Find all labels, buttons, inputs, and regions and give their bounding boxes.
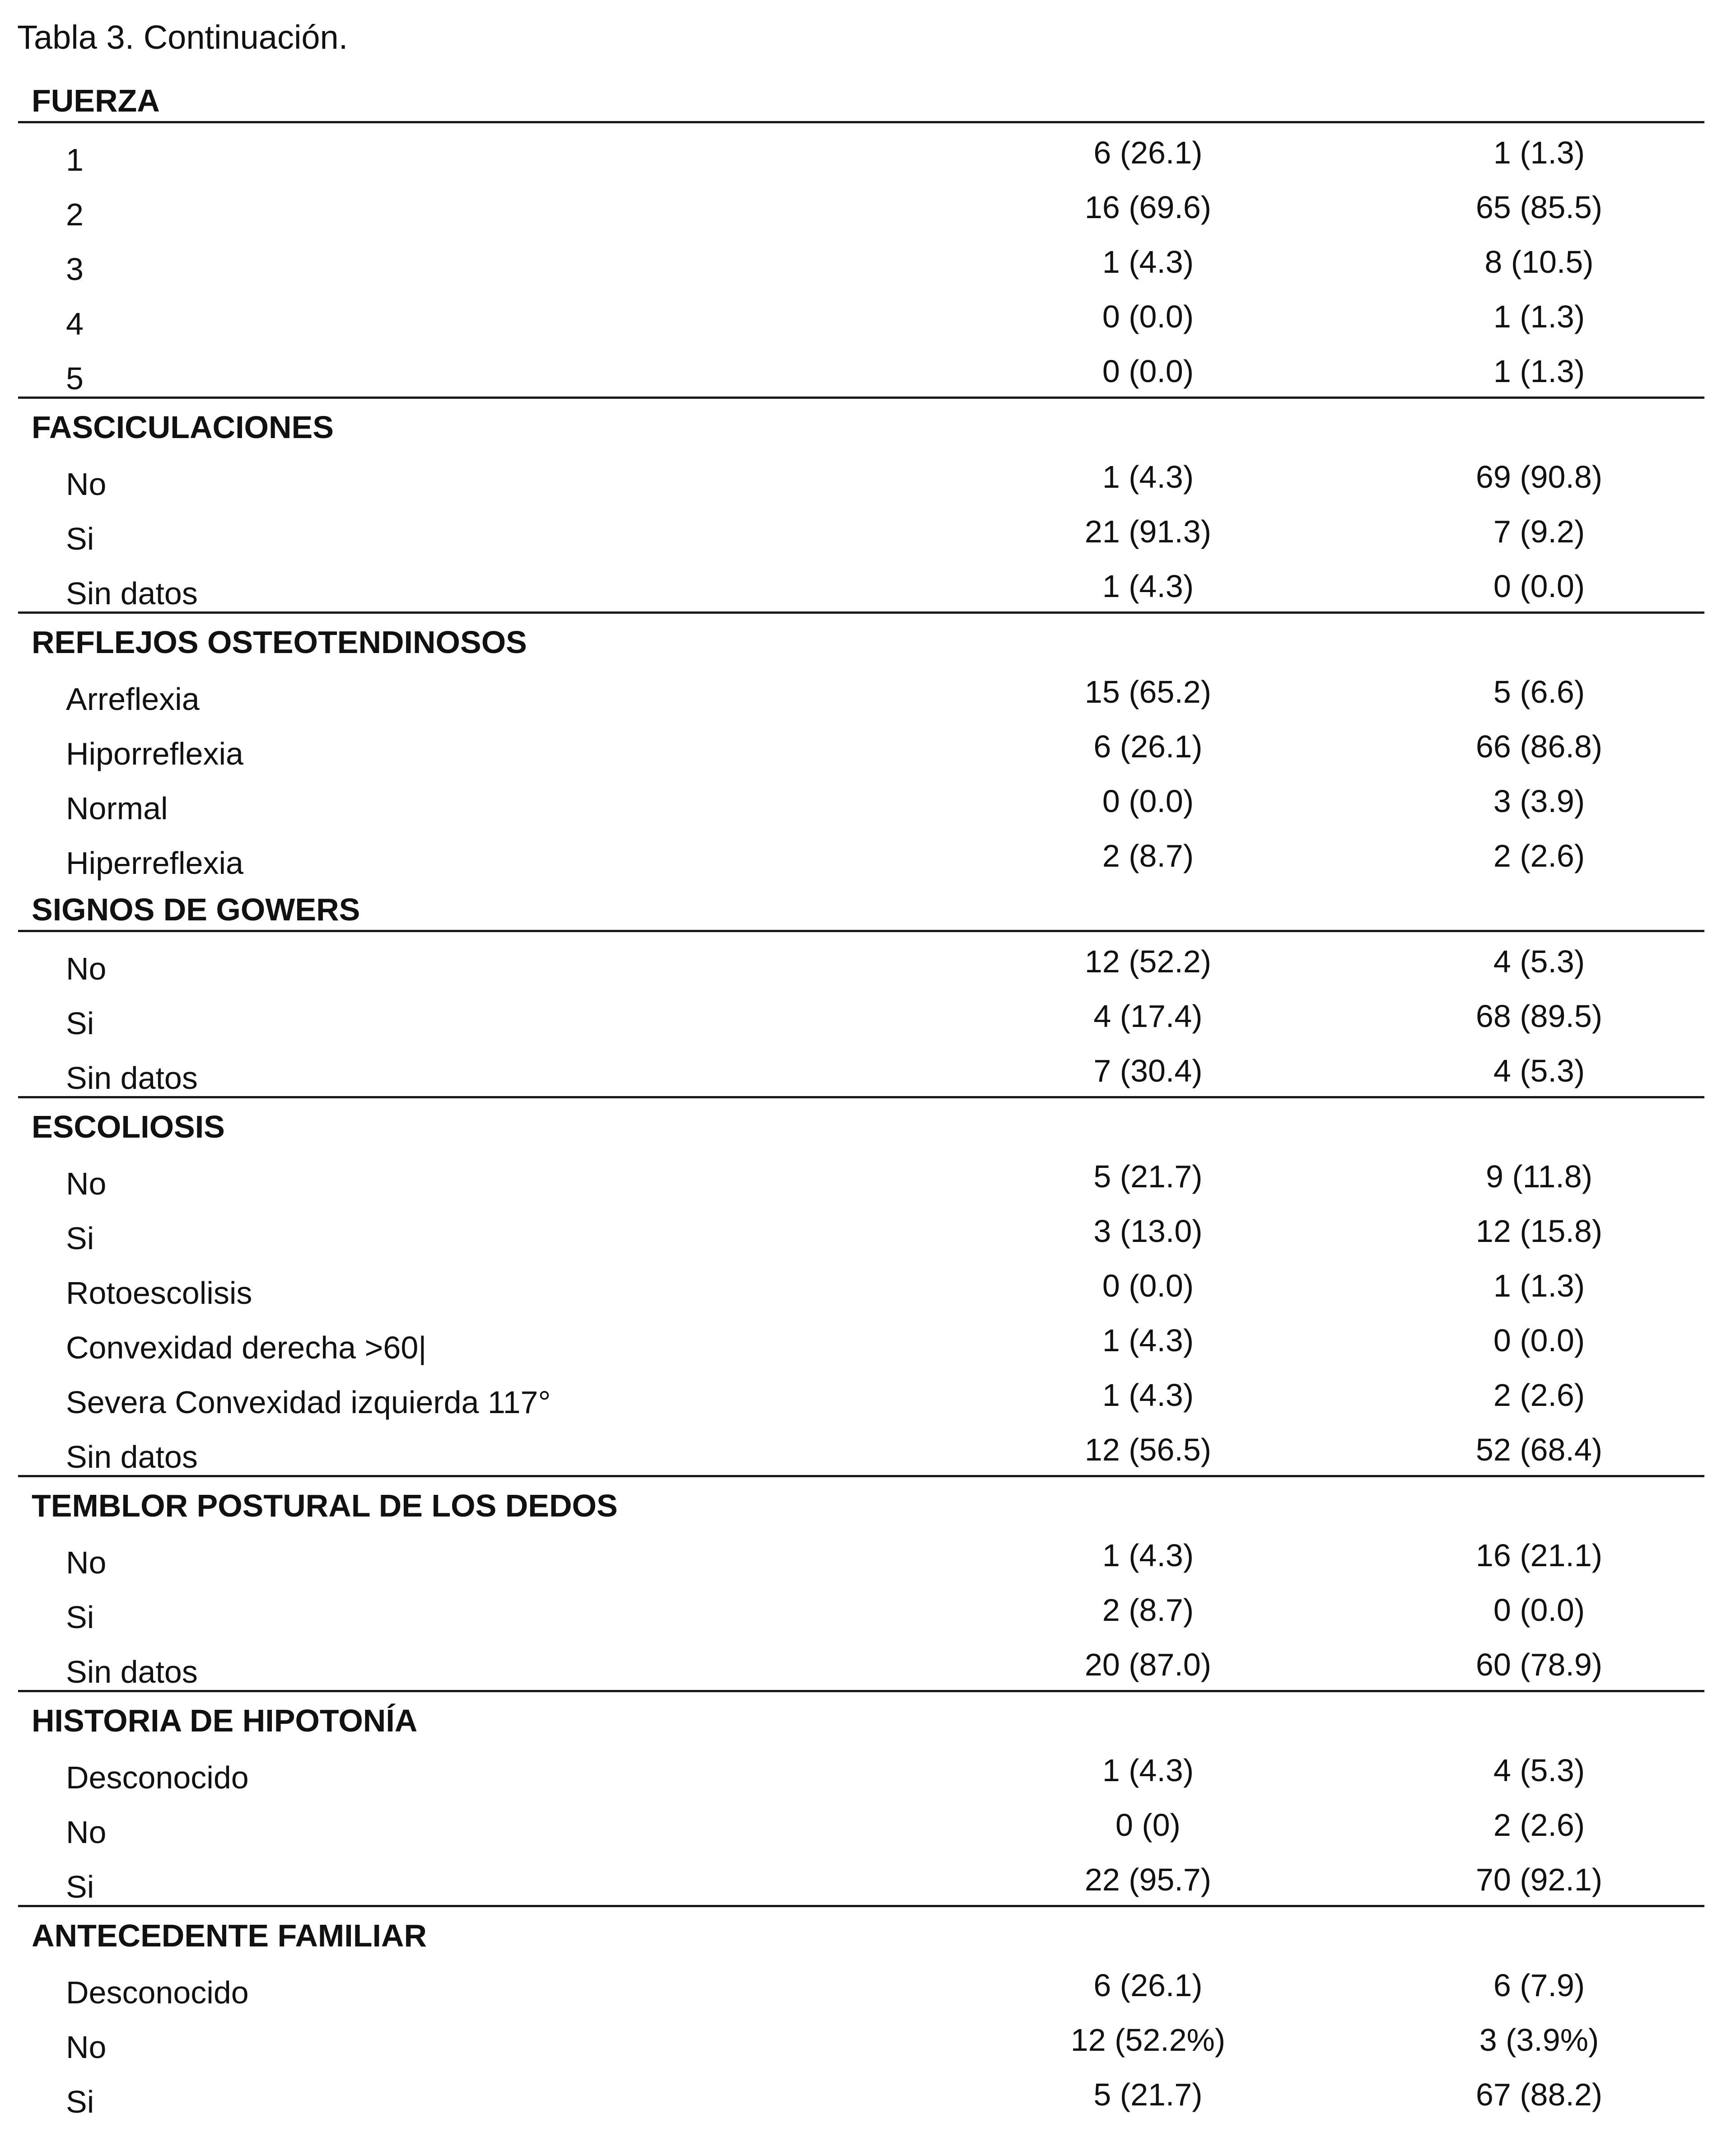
table-row — [18, 987, 1704, 1041]
row-label: Sin datos — [66, 1060, 198, 1096]
section-fasciculaciones — [18, 399, 1704, 614]
row-value-col1: 2 (8.7) — [1102, 838, 1194, 873]
section-title: REFLEJOS OSTEOTENDINOSOS — [32, 625, 527, 660]
row-value-col1: 21 (91.3) — [1084, 514, 1212, 549]
section-title: SIGNOS DE GOWERS — [32, 892, 360, 927]
section-reflejos — [18, 614, 1704, 881]
row-label: Hiperreflexia — [66, 845, 243, 881]
table-row — [18, 2011, 1704, 2065]
table-row — [18, 1796, 1704, 1850]
row-value-col2: 7 (9.2) — [1493, 514, 1585, 549]
row-label: Sin datos — [66, 576, 198, 611]
table-row — [18, 772, 1704, 826]
row-label: Sin datos — [66, 1654, 198, 1689]
table-row — [18, 448, 1704, 502]
row-value-col2: 67 (88.2) — [1475, 2077, 1603, 2112]
row-value-col2: 70 (92.1) — [1475, 1862, 1603, 1897]
row-label: Severa Convexidad izquierda 117° — [66, 1385, 551, 1420]
row-value-col1: 0 (0.0) — [1102, 1268, 1194, 1303]
row-value-col2: 4 (5.3) — [1493, 944, 1585, 979]
row-value-col1: 16 (69.6) — [1084, 190, 1212, 225]
section-fuerza — [18, 72, 1704, 399]
table-row — [18, 1147, 1704, 1202]
table-row — [18, 932, 1704, 987]
table-row — [18, 1420, 1704, 1475]
row-value-col2: 9 (11.8) — [1485, 1159, 1593, 1194]
row-value-col2: 12 (15.8) — [1475, 1213, 1603, 1249]
section-header — [18, 399, 1704, 448]
table-row — [18, 1366, 1704, 1420]
row-value-col2: 0 (0.0) — [1493, 1592, 1585, 1628]
row-label: No — [66, 1545, 107, 1580]
row-label: 4 — [66, 306, 84, 341]
row-value-col2: 69 (90.8) — [1475, 459, 1603, 495]
row-label: No — [66, 467, 107, 502]
row-value-col1: 12 (56.5) — [1084, 1432, 1212, 1467]
row-value-col2: 3 (3.9) — [1493, 784, 1585, 819]
table-row — [18, 2065, 1704, 2120]
section-title: HISTORIA DE HIPOTONÍA — [32, 1703, 418, 1738]
table-row — [18, 1850, 1704, 1905]
table-row — [18, 287, 1704, 342]
row-value-col2: 0 (0.0) — [1493, 569, 1585, 604]
row-value-col2: 4 (5.3) — [1493, 1753, 1585, 1788]
row-value-col2: 60 (78.9) — [1475, 1647, 1603, 1682]
row-value-col2: 1 (1.3) — [1493, 354, 1585, 389]
section-header — [18, 1907, 1704, 1956]
row-value-col1: 15 (65.2) — [1084, 674, 1212, 709]
row-value-col1: 2 (8.7) — [1102, 1592, 1194, 1628]
table-row — [18, 1956, 1704, 2011]
row-value-col2: 66 (86.8) — [1475, 729, 1603, 764]
section-title: FASCICULACIONES — [32, 410, 334, 445]
row-label: Si — [66, 1869, 94, 1904]
row-value-col1: 3 (13.0) — [1093, 1213, 1203, 1249]
row-label: Normal — [66, 791, 168, 826]
row-value-col1: 5 (21.7) — [1093, 2077, 1203, 2112]
row-value-col1: 6 (26.1) — [1093, 135, 1203, 170]
section-header — [18, 881, 1704, 932]
row-label: Si — [66, 1600, 94, 1635]
row-label: No — [66, 1166, 107, 1201]
section-hipotonia — [18, 1692, 1704, 1907]
section-antecedente — [18, 1907, 1704, 2120]
table-row — [18, 1041, 1704, 1096]
row-value-col2: 4 (5.3) — [1493, 1053, 1585, 1088]
row-value-col1: 1 (4.3) — [1102, 1377, 1194, 1413]
row-value-col1: 20 (87.0) — [1084, 1647, 1212, 1682]
row-value-col2: 65 (85.5) — [1475, 190, 1603, 225]
row-label: Arreflexia — [66, 681, 200, 717]
row-value-col1: 5 (21.7) — [1093, 1159, 1203, 1194]
row-value-col1: 0 (0.0) — [1102, 354, 1194, 389]
table-row — [18, 1741, 1704, 1796]
row-label: 1 — [66, 142, 84, 177]
row-value-col1: 6 (26.1) — [1093, 729, 1203, 764]
table-row — [18, 123, 1704, 178]
section-header — [18, 72, 1704, 123]
row-label: 3 — [66, 252, 84, 287]
row-value-col2: 1 (1.3) — [1493, 1268, 1585, 1303]
row-value-col1: 4 (17.4) — [1093, 999, 1203, 1034]
row-value-col2: 2 (2.6) — [1493, 1807, 1585, 1843]
row-value-col1: 7 (30.4) — [1093, 1053, 1203, 1088]
row-label: Desconocido — [66, 1975, 249, 2010]
row-value-col2: 3 (3.9%) — [1479, 2022, 1599, 2058]
table-row — [18, 178, 1704, 233]
row-value-col2: 1 (1.3) — [1493, 299, 1585, 334]
table-row — [18, 663, 1704, 717]
section-header — [18, 1098, 1704, 1147]
row-value-col2: 8 (10.5) — [1484, 244, 1594, 280]
section-title: FUERZA — [32, 83, 160, 118]
row-value-col2: 16 (21.1) — [1475, 1538, 1603, 1573]
row-label: Hiporreflexia — [66, 736, 243, 771]
table-row — [18, 1202, 1704, 1256]
row-value-col1: 1 (4.3) — [1102, 1538, 1194, 1573]
row-label: Desconocido — [66, 1760, 249, 1795]
row-value-col1: 0 (0.0) — [1102, 784, 1194, 819]
section-header — [18, 614, 1704, 663]
table-row — [18, 826, 1704, 881]
row-label: Si — [66, 2084, 94, 2119]
row-value-col1: 1 (4.3) — [1102, 1753, 1194, 1788]
row-label: Convexidad derecha >60| — [66, 1330, 427, 1365]
row-value-col1: 22 (95.7) — [1084, 1862, 1212, 1897]
row-label: No — [66, 951, 107, 986]
row-label: 5 — [66, 361, 84, 396]
row-value-col2: 1 (1.3) — [1493, 135, 1585, 170]
row-label: Si — [66, 1006, 94, 1041]
row-value-col1: 12 (52.2%) — [1070, 2022, 1226, 2058]
row-label: Si — [66, 1221, 94, 1256]
table-row — [18, 502, 1704, 557]
table-row — [18, 1526, 1704, 1581]
section-temblor — [18, 1477, 1704, 1692]
row-value-col1: 1 (4.3) — [1102, 244, 1194, 280]
row-label: Rotoescolisis — [66, 1275, 252, 1311]
row-value-col2: 0 (0.0) — [1493, 1323, 1585, 1358]
table-row — [18, 1256, 1704, 1311]
section-escoliosis — [18, 1098, 1704, 1477]
section-header — [18, 1692, 1704, 1741]
section-title: ESCOLIOSIS — [32, 1109, 225, 1144]
row-value-col2: 68 (89.5) — [1475, 999, 1603, 1034]
table-row — [18, 1635, 1704, 1690]
table-row — [18, 233, 1704, 287]
row-value-col2: 2 (2.6) — [1493, 838, 1585, 873]
row-label: No — [66, 1815, 107, 1850]
row-value-col1: 0 (0) — [1115, 1807, 1181, 1843]
row-label: Sin datos — [66, 1439, 198, 1475]
row-value-col2: 2 (2.6) — [1493, 1377, 1585, 1413]
data-table — [18, 72, 1704, 2120]
row-value-col1: 0 (0.0) — [1102, 299, 1194, 334]
table-row — [18, 717, 1704, 772]
row-value-col1: 12 (52.2) — [1084, 944, 1212, 979]
row-label: 2 — [66, 197, 84, 232]
row-value-col1: 6 (26.1) — [1093, 1968, 1203, 2003]
section-header — [18, 1477, 1704, 1526]
section-gowers — [18, 881, 1704, 1098]
row-value-col1: 1 (4.3) — [1102, 569, 1194, 604]
row-value-col1: 1 (4.3) — [1102, 1323, 1194, 1358]
row-label: Si — [66, 521, 94, 556]
row-value-col2: 5 (6.6) — [1493, 674, 1585, 709]
table-row — [18, 1581, 1704, 1635]
table-caption: Tabla 3. Continuación. — [17, 19, 348, 56]
section-title: ANTECEDENTE FAMILIAR — [32, 1918, 427, 1953]
table-row — [18, 342, 1704, 397]
table-row — [18, 557, 1704, 611]
row-value-col2: 6 (7.9) — [1493, 1968, 1585, 2003]
row-label: No — [66, 2030, 107, 2065]
section-title: TEMBLOR POSTURAL DE LOS DEDOS — [32, 1488, 618, 1523]
table-row — [18, 1311, 1704, 1366]
row-value-col1: 1 (4.3) — [1102, 459, 1194, 495]
row-value-col2: 52 (68.4) — [1475, 1432, 1603, 1467]
